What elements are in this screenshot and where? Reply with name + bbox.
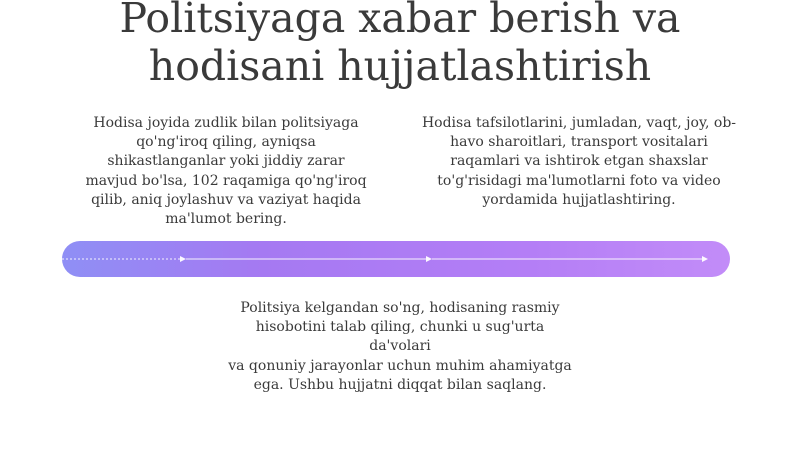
- step-1-line: shikastlanganlar yoki jiddiy zarar: [107, 153, 345, 170]
- timeline-arrow-2-icon: [426, 256, 432, 262]
- step-3-line: Politsiya kelgandan so'ng, hodisaning rasmiy: [240, 300, 560, 316]
- timeline-arrows: [62, 241, 730, 277]
- step-3-text: [228, 299, 572, 395]
- step-1-line: Hodisa joyida zudlik bilan politsiyaga: [93, 115, 359, 131]
- step-3-line: ega. Ushbu hujjatni diqqat bilan saqlang.: [253, 376, 547, 393]
- step-2-text: [416, 114, 742, 210]
- step-2-line: yordamida hujjatlashtiring.: [482, 191, 676, 208]
- timeline-bar: [62, 241, 730, 277]
- step-2-line: Hodisa tafsilotlarini, jumladan, vaqt, joy, ob-: [421, 115, 737, 131]
- step-1-text: [78, 114, 374, 229]
- slide-title-line-2: hodisani hujjatlashtirish: [148, 42, 652, 90]
- step-1-line: ma'lumot bering.: [165, 211, 287, 228]
- step-2-line: raqamlari va ishtirok etgan shaxslar: [450, 153, 708, 170]
- slide-title-line-1: Politsiyaga xabar berish va: [119, 0, 681, 42]
- step-3-line: hisobotini talab qiling, chunki u sug'urta da'volari: [255, 319, 545, 355]
- step-2-line: to'g'risidagi ma'lumotlarni foto va video: [437, 172, 721, 189]
- timeline-arrow-1-icon: [180, 256, 186, 262]
- step-1-line: qilib, aniq joylashuv va vaziyat haqida: [91, 191, 361, 208]
- step-2-line: havo sharoitlari, transport vositalari: [450, 134, 708, 151]
- step-1-line: mavjud bo'lsa, 102 raqamiga qo'ng'iroq: [85, 172, 367, 189]
- step-1-line: qo'ng'iroq qiling, ayniqsa: [136, 134, 316, 151]
- timeline-arrow-3-icon: [702, 256, 708, 262]
- step-3-line: va qonuniy jarayonlar uchun muhim ahamiyatga: [228, 357, 572, 374]
- slide-title: [0, 0, 800, 90]
